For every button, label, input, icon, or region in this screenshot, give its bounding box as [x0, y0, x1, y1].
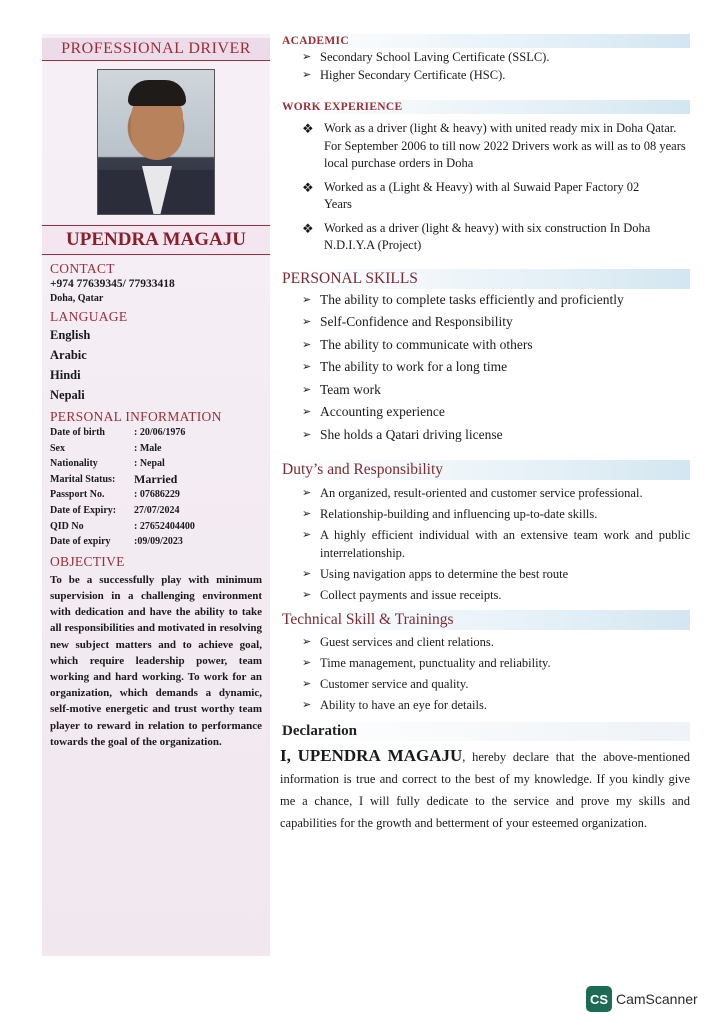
language-item: Nepali — [50, 388, 85, 402]
list-item: ➢ Team work — [302, 379, 690, 402]
job-title: PROFESSIONAL DRIVER — [42, 38, 270, 61]
info-row: Marital Status: Married — [50, 471, 178, 486]
arrow-bullet-icon: ➢ — [302, 657, 312, 669]
arrow-bullet-icon: ➢ — [302, 568, 312, 580]
list-item: ➢ An organized, result-oriented and customer service professional. — [302, 486, 643, 500]
arrow-bullet-icon: ➢ — [302, 699, 312, 711]
arrow-bullet-icon: ➢ — [302, 589, 312, 601]
star-bullet-icon: ❖ — [302, 220, 314, 236]
list-item: ➢ Using navigation apps to determine the best route — [302, 567, 569, 581]
candidate-name: UPENDRA MAGAJU — [42, 225, 270, 255]
arrow-bullet-icon: ➢ — [302, 69, 312, 81]
duty-list — [280, 484, 690, 604]
arrow-bullet-icon: ➢ — [302, 508, 312, 520]
arrow-bullet-icon: ➢ — [302, 428, 312, 441]
list-item: ➢ Time management, punctuality and reliability. — [302, 653, 690, 674]
skills-list — [280, 289, 690, 447]
work-heading: WORK EXPERIENCE — [280, 100, 690, 114]
info-row: Date of expiry :09/09/2023 — [50, 536, 183, 548]
arrow-bullet-icon: ➢ — [302, 51, 312, 63]
academic-heading: ACADEMIC — [280, 34, 690, 48]
list-item: ❖ Work as a driver (light & heavy) with united ready mix in Doha Qatar. For September 2006 to till now 2022 Drivers work as will as to 08 years local purchase orders in Doha — [302, 121, 686, 170]
arrow-bullet-icon: ➢ — [302, 406, 312, 418]
camscanner-label: CamScanner — [616, 991, 698, 1007]
list-item: ➢ Relationship-building and influencing up-to-date skills. — [302, 507, 598, 521]
language-item: English — [50, 328, 91, 342]
info-row: Nationality : Nepal — [50, 458, 165, 470]
arrow-bullet-icon: ➢ — [302, 338, 312, 351]
sidebar — [42, 34, 270, 956]
arrow-bullet-icon: ➢ — [302, 487, 312, 499]
contact-location: Doha, Qatar — [50, 293, 104, 304]
camscanner-logo-icon: CS — [586, 986, 612, 1012]
arrow-bullet-icon: ➢ — [302, 678, 312, 690]
list-item: ➢ Ability to have an eye for details. — [302, 695, 690, 716]
objective-heading: OBJECTIVE — [50, 553, 125, 569]
objective-text: To be a successfully play with minimum supervision in a challenging environment with dedication and have the ability to take all responsibilities and motivated in resolving new subject matters and to achieve goal, which require leadership power, team working and hard working. To work for an organization, which demands a dynamic, self-motive energetic and trust worthy team player to reward in relation to performance towards the goal of the organization. — [50, 573, 262, 748]
language-item: Arabic — [50, 348, 87, 362]
declaration-name: UPENDRA MAGAJU — [297, 746, 463, 765]
language-item: Hindi — [50, 368, 81, 382]
arrow-bullet-icon: ➢ — [302, 529, 312, 541]
info-row: Date of Expiry: 27/07/2024 — [50, 504, 180, 516]
list-item: ➢ The ability to communicate with others — [302, 334, 690, 357]
academic-list — [280, 48, 690, 84]
main-column — [280, 34, 690, 834]
skills-heading: PERSONAL SKILLS — [280, 269, 690, 289]
work-list — [280, 120, 690, 255]
info-row: Date of birth : 20/06/1976 — [50, 427, 186, 438]
list-item: ➢ The ability to complete tasks efficiently and proficiently — [302, 289, 690, 312]
declaration-heading: Declaration — [280, 722, 690, 741]
list-item: ➢ Higher Secondary Certificate (HSC). — [302, 68, 506, 82]
camscanner-watermark — [586, 986, 698, 1012]
list-item: ➢ Collect payments and issue receipts. — [302, 588, 502, 602]
list-item: ➢ Customer service and quality. — [302, 674, 690, 695]
arrow-bullet-icon: ➢ — [302, 293, 312, 306]
list-item: ➢ She holds a Qatari driving license — [302, 424, 690, 447]
list-item: ➢ Accounting experience — [302, 401, 690, 424]
contact-phone: +974 77639345/ 77933418 — [50, 278, 175, 290]
info-row: Passport No. : 07686229 — [50, 489, 180, 501]
technical-heading: Technical Skill & Trainings — [280, 610, 690, 630]
info-row: QID No : 27652404400 — [50, 520, 195, 532]
arrow-bullet-icon: ➢ — [302, 361, 312, 373]
list-item: ➢ The ability to work for a long time — [302, 356, 690, 379]
star-bullet-icon: ❖ — [302, 179, 314, 195]
duty-heading: Duty’s and Responsibility — [280, 460, 690, 480]
arrow-bullet-icon: ➢ — [302, 383, 312, 396]
arrow-bullet-icon: ➢ — [302, 636, 312, 648]
profile-photo — [97, 69, 215, 215]
list-item: ❖ Worked as a (Light & Heavy) with al Suwaid Paper Factory 02 Years — [302, 179, 640, 211]
personal-info-heading: PERSONAL INFORMATION — [50, 409, 222, 424]
info-row: Sex : Male — [50, 442, 162, 454]
list-item: ➢ Guest services and client relations. — [302, 632, 690, 653]
list-item: ➢ Secondary School Laving Certificate (SSLC). — [302, 50, 550, 64]
declaration-text: I, UPENDRA MAGAJU, hereby declare that the above-mentioned information is true and correct to the best of my knowledge. If you kindly give me a chance, I will fully dedicate to the service and prove my skills and capabilities for the growth and betterment of your esteemed organization. — [280, 746, 690, 830]
language-heading: LANGUAGE — [50, 309, 128, 324]
list-item: ❖ Worked as a driver (light & heavy) with six construction In Doha N.D.I.Y.A (Project) — [302, 220, 651, 252]
arrow-bullet-icon: ➢ — [302, 316, 312, 328]
contact-heading: CONTACT — [50, 261, 115, 276]
list-item: ➢ Self-Confidence and Responsibility — [302, 311, 690, 334]
list-item: ➢ A highly efficient individual with an extensive team work and public interrelationship. — [302, 528, 690, 560]
technical-list — [280, 632, 690, 716]
star-bullet-icon: ❖ — [302, 121, 314, 136]
